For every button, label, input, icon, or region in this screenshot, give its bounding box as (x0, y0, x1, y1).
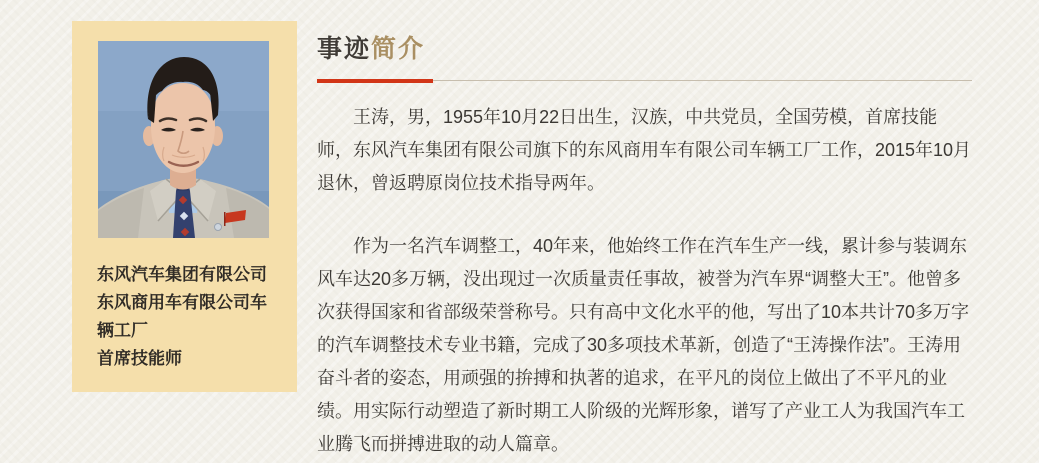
heading-rule (317, 79, 972, 83)
paragraph: 王涛，男，1955年10月22日出生，汉族，中共党员，全国劳模，首席技能师，东风汽车集团有限公司旗下的东风商用车有限公司车辆工厂工作，2015年10月退休，曾返聘原岗位技术指导两年。 (317, 106, 972, 193)
heading-rule-hairline (433, 80, 972, 81)
article (317, 20, 972, 461)
profile-card (72, 21, 297, 392)
profile-caption (97, 261, 275, 373)
caption-line-title: 首席技能师 (97, 349, 182, 368)
caption-line-company: 东风汽车集团有限公司 (97, 265, 267, 284)
heading-text-primary: 事迹 (317, 34, 372, 63)
heading-rule-accent-bar (317, 79, 433, 83)
article-body (317, 101, 972, 461)
portrait-photo-image (98, 41, 269, 238)
caption-line-factory: 东风商用车有限公司车辆工厂 (97, 293, 267, 340)
heading-text-accent: 简介 (371, 34, 426, 63)
paragraph: 作为一名汽车调整工，40年来，他始终工作在汽车生产一线，累计参与装调东风车达20多万辆，没出现过一次质量责任事故，被誉为汽车界“调整大王”。他曾多次获得国家和省部级荣誉称号。只有高中文化水平的他，写出了10本共计70多万字的汽车调整技术专业书籍，完成了30多项技术革新，创造了“王涛操作法”。王涛用奋斗者的姿态，用顽强的拚搏和执著的追求，在平凡的岗位上做出了不平凡的业绩。用实际行动塑造了新时期工人阶级的光辉形象，谱写了产业工人为我国汽车工业腾飞而拼搏进取的动人篇章。 (317, 235, 970, 454)
portrait-photo (98, 41, 269, 238)
section-heading (317, 34, 972, 63)
